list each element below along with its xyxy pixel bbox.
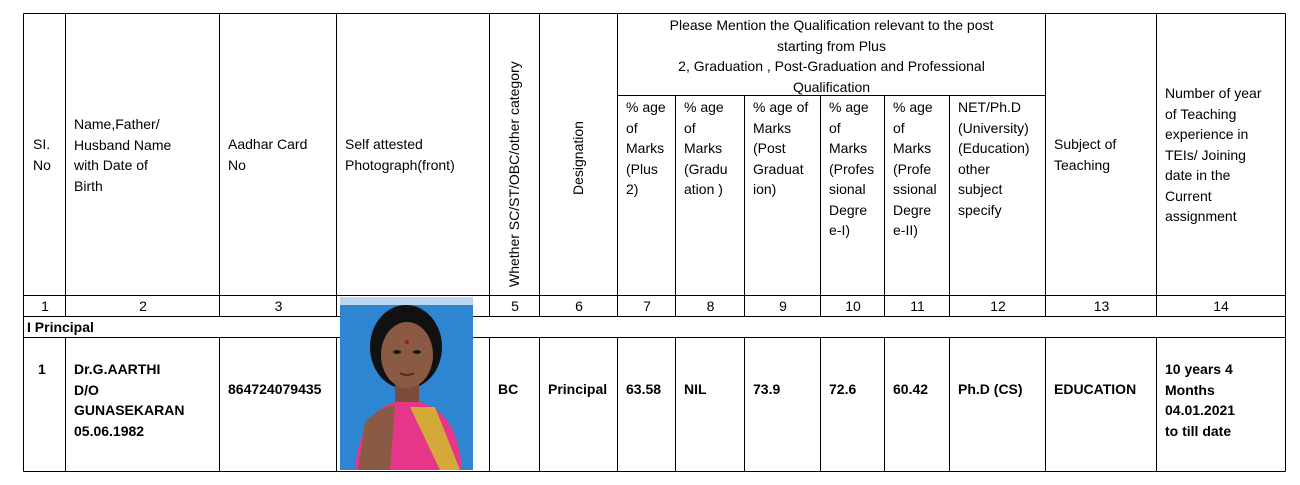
- column-number: 13: [1093, 298, 1110, 314]
- header-prof-degree-1: % age of Marks (Profes sional Degre e-I): [829, 99, 875, 238]
- header-qualification-group: Please Mention the Qualification relevant to the post starting from Plus 2, Graduation , Post-Graduation and Professional Qualification: [669, 17, 994, 95]
- row-designation: Principal: [548, 381, 608, 397]
- header-prof-degree-2: % age of Marks (Profe ssional Degre e-II): [893, 99, 937, 238]
- header-subject: Subject of Teaching: [1054, 136, 1117, 173]
- header-experience: Number of year of Teaching experience in TEIs/ Joining date in the Current assignment: [1165, 85, 1262, 224]
- row-aadhar: 864724079435: [228, 381, 322, 397]
- header-graduation: % age of Marks (Gradu ation ): [684, 99, 728, 197]
- row-experience: 10 years 4 Months 04.01.2021 to till date: [1165, 361, 1236, 439]
- column-number: 5: [511, 298, 519, 314]
- column-number: 9: [779, 298, 787, 314]
- header-plus2: % age of Marks (Plus 2): [626, 99, 666, 197]
- row-net-phd: Ph.D (CS): [958, 381, 1023, 397]
- header-post-graduation: % age of Marks (Post Graduat ion): [753, 99, 809, 197]
- section-label: I Principal: [27, 319, 94, 335]
- row-sl-no: 1: [38, 361, 46, 377]
- column-number: 8: [706, 298, 715, 314]
- header-photo: Self attested Photograph(front): [345, 136, 455, 173]
- column-number: 7: [643, 298, 651, 314]
- header-name: Name,Father/ Husband Name with Date of Birth: [74, 116, 172, 194]
- applicant-photograph: [340, 297, 473, 470]
- row-plus2: 63.58: [626, 381, 662, 397]
- row-prof-degree-1: 72.6: [829, 381, 857, 397]
- header-category: Whether SC/ST/OBC/other category: [506, 61, 522, 287]
- row-graduation: NIL: [684, 381, 707, 397]
- column-number: 10: [845, 298, 861, 314]
- row-subject: EDUCATION: [1054, 381, 1137, 397]
- header-net-phd: NET/Ph.D (University) (Education) other subject specify: [958, 99, 1030, 218]
- column-number: 1: [41, 298, 49, 314]
- row-category: BC: [498, 381, 519, 397]
- row-name: Dr.G.AARTHI D/O GUNASEKARAN 05.06.1982: [74, 361, 185, 439]
- row-prof-degree-2: 60.42: [893, 381, 929, 397]
- header-aadhar: Aadhar Card No: [228, 136, 308, 173]
- column-number: 3: [274, 298, 283, 314]
- column-number: 11: [910, 298, 925, 314]
- header-sl-no: SI. No: [33, 136, 51, 173]
- column-number: 14: [1213, 298, 1229, 314]
- portrait-image: [340, 297, 473, 470]
- row-post-graduation: 73.9: [753, 381, 781, 397]
- header-designation: Designation: [570, 121, 586, 195]
- column-number: 12: [990, 298, 1006, 314]
- column-number: 6: [575, 298, 583, 314]
- column-number: 2: [139, 298, 147, 314]
